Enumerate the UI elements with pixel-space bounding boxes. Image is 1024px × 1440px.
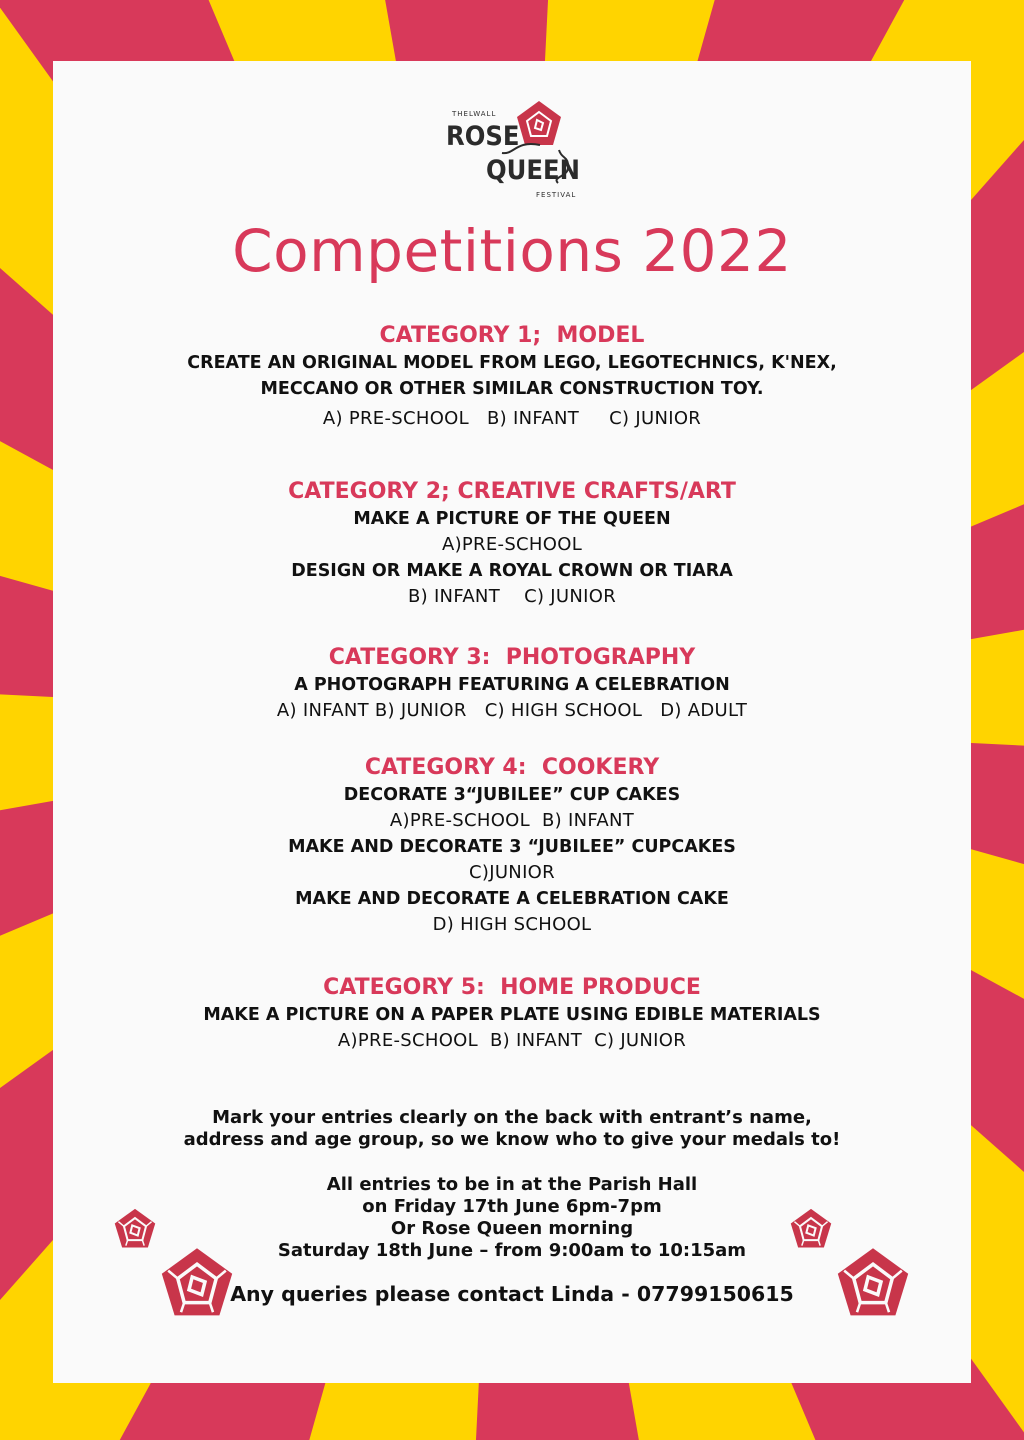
category-heading: CATEGORY 5: HOME PRODUCE [323,975,701,1000]
category-block [53,644,971,724]
note-line: address and age group, so we know who to give your medals to! [183,1129,841,1150]
deadline-line: on Friday 17th June 6pm-7pm [362,1196,662,1217]
rose-icon [112,1207,158,1253]
logo-top-text: THELWALL [452,110,497,118]
category-description: MAKE AND DECORATE A CELEBRATION CAKE [295,889,729,909]
category-heading: CATEGORY 1; MODEL [379,323,645,348]
category-description: MAKE A PICTURE ON A PAPER PLATE USING EDIBLE MATERIALS [203,1005,821,1025]
rose-icon [833,1245,913,1325]
age-groups: D) HIGH SCHOOL [432,914,592,935]
age-groups: C)JUNIOR [469,862,555,883]
rose-icon [517,101,561,145]
category-block [53,478,971,610]
deadline-line: Or Rose Queen morning [390,1218,634,1239]
rose-queen-festival-logo [444,95,584,205]
category-description: MECCANO OR OTHER SIMILAR CONSTRUCTION TOY. [260,379,764,399]
age-groups: A)PRE-SCHOOL [441,534,583,555]
category-block [53,754,971,938]
category-block [53,322,971,432]
category-block [53,974,971,1054]
page-title: Competitions 2022 [232,217,792,285]
age-groups: A)PRE-SCHOOL B) INFANT [389,810,635,831]
age-groups: A) INFANT B) JUNIOR C) HIGH SCHOOL D) ADULT [276,700,748,721]
rose-icon [157,1245,237,1325]
category-description: MAKE A PICTURE OF THE QUEEN [353,509,671,529]
category-description: DESIGN OR MAKE A ROYAL CROWN OR TIARA [291,561,733,581]
age-groups: A)PRE-SCHOOL B) INFANT C) JUNIOR [337,1030,687,1051]
deadline-line: All entries to be in at the Parish Hall [326,1174,698,1195]
category-description: A PHOTOGRAPH FEATURING A CELEBRATION [294,675,730,695]
logo-word-rose: ROSE [446,121,520,152]
category-description: CREATE AN ORIGINAL MODEL FROM LEGO, LEGOTECHNICS, K'NEX, [187,353,837,373]
category-heading: CATEGORY 4: COOKERY [364,755,660,780]
logo-word-queen: QUEEN [486,155,580,186]
note-line: Mark your entries clearly on the back with entrant’s name, [212,1107,812,1128]
age-groups: A) PRE-SCHOOL B) INFANT C) JUNIOR [322,408,702,429]
contact-line: Any queries please contact Linda - 07799150615 [230,1282,794,1306]
category-heading: CATEGORY 3: PHOTOGRAPHY [328,645,696,670]
entries-note [53,1107,971,1151]
deadline-line: Saturday 18th June – from 9:00am to 10:15am [277,1240,747,1261]
rose-icon [788,1207,834,1253]
category-description: MAKE AND DECORATE 3 “JUBILEE” CUPCAKES [288,837,736,857]
category-heading: CATEGORY 2; CREATIVE CRAFTS/ART [288,479,736,504]
logo-bottom-text: FESTIVAL [536,191,577,199]
age-groups: B) INFANT C) JUNIOR [407,586,617,607]
category-description: DECORATE 3“JUBILEE” CUP CAKES [343,785,681,805]
